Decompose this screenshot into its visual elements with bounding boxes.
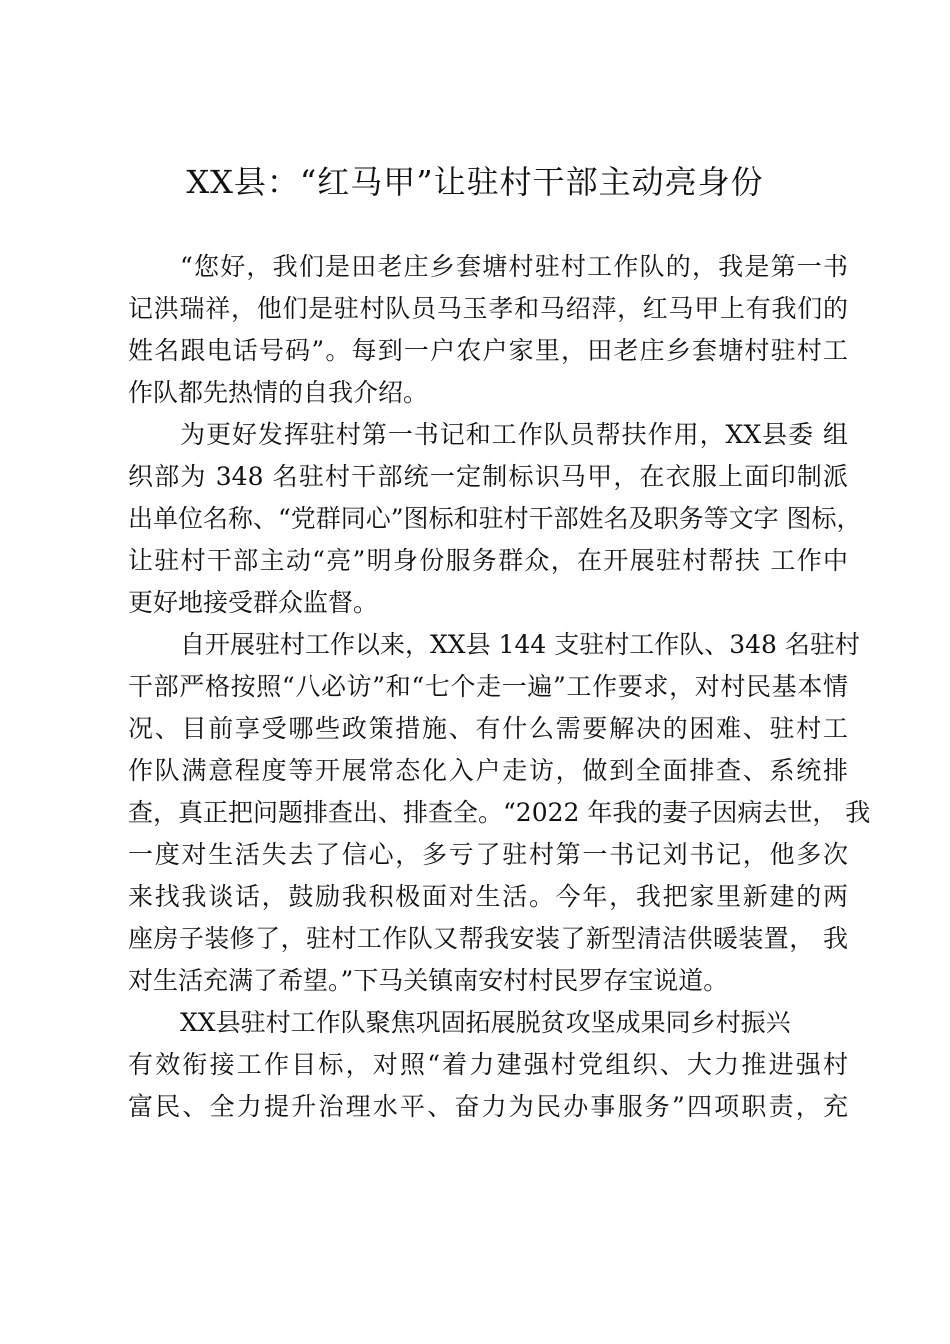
paragraph-3 xyxy=(128,624,871,1002)
paragraph-line: 对生活充满了希望。”下马关镇南安村村民罗存宝说道。 xyxy=(128,966,729,995)
paragraph-line: 查，真正把问题排查出、排查全。“2022 年我的妻子因病去世， 我 xyxy=(128,798,871,827)
paragraph-line: “您好，我们是田老庄乡套塘村驻村工作队的，我是第一书 xyxy=(180,252,848,281)
paragraph-line: 干部严格按照“八必访”和“七个走一遍”工作要求，对村民基本情 xyxy=(128,672,848,701)
document-title: XX县：“红马甲”让驻村干部主动亮身份 xyxy=(186,163,764,201)
paragraph-line: XX县驻村工作队聚焦巩固拓展脱贫攻坚成果同乡村振兴 xyxy=(180,1008,791,1037)
paragraph-line: 姓名跟电话号码”。每到一户农户家里，田老庄乡套塘村驻村工 xyxy=(128,336,848,365)
paragraph-line: 为更好发挥驻村第一书记和工作队员帮扶作用，XX县委 组 xyxy=(180,420,848,449)
paragraph-2 xyxy=(128,414,862,624)
document-body xyxy=(128,246,871,1128)
paragraph-line: 记洪瑞祥，他们是驻村队员马玉孝和马绍萍，红马甲上有我们的 xyxy=(128,294,848,323)
paragraph-line: 自开展驻村工作以来，XX县 144 支驻村工作队、348 名驻村 xyxy=(180,630,860,659)
paragraph-line: 有效衔接工作目标，对照“着力建强村党组织、大力推进强村 xyxy=(128,1050,848,1079)
paragraph-line: 作队都先热情的自我介绍。 xyxy=(128,378,429,407)
paragraph-line: 况、目前享受哪些政策措施、有什么需要解决的困难、驻村工 xyxy=(128,714,848,743)
paragraph-line: 织部为 348 名驻村干部统一定制标识马甲，在衣服上面印制派 xyxy=(128,462,848,491)
paragraph-1 xyxy=(128,246,848,414)
paragraph-4 xyxy=(128,1002,848,1128)
paragraph-line: 出单位名称、“党群同心”图标和驻村干部姓名及职务等文字 图标， xyxy=(128,504,862,533)
paragraph-line: 让驻村干部主动“亮”明身份服务群众，在开展驻村帮扶 工作中 xyxy=(128,546,848,575)
paragraph-line: 作队满意程度等开展常态化入户走访，做到全面排查、系统排 xyxy=(128,756,848,785)
paragraph-line: 座房子装修了，驻村工作队又帮我安装了新型清洁供暖装置， 我 xyxy=(128,924,848,953)
paragraph-line: 更好地接受群众监督。 xyxy=(128,588,379,617)
paragraph-line: 来找我谈话，鼓励我积极面对生活。今年，我把家里新建的两 xyxy=(128,882,848,911)
paragraph-line: 一度对生活失去了信心，多亏了驻村第一书记刘书记，他多次 xyxy=(128,840,848,869)
paragraph-line: 富民、全力提升治理水平、奋力为民办事服务”四项职责，充 xyxy=(128,1092,848,1121)
